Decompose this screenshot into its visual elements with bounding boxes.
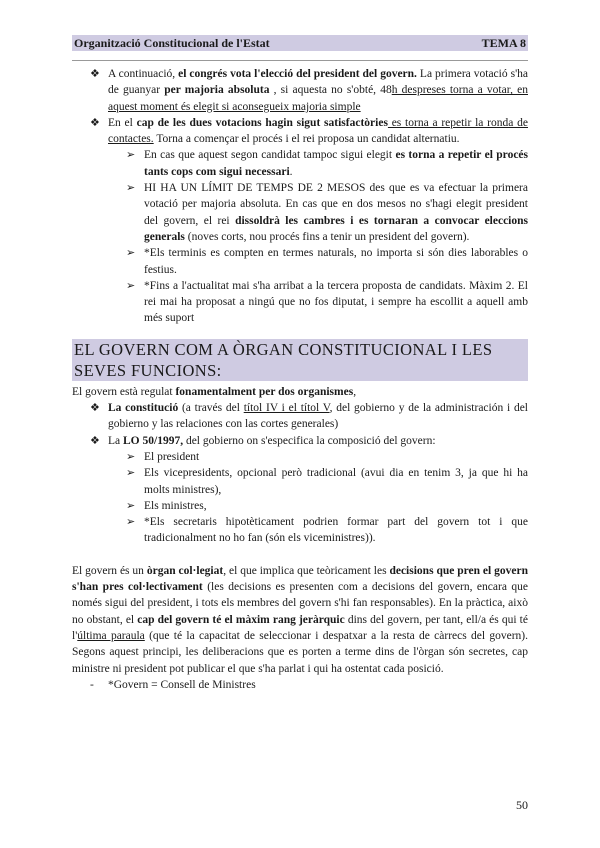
- text-run: dissoldrà les cambres i es tornaran a convocar eleccions generals: [144, 214, 528, 243]
- bullet-marker: ➢: [126, 516, 136, 529]
- text-run: El govern és un: [72, 564, 147, 577]
- sub-bullet-item: [72, 278, 528, 327]
- sub-bullet-item: [72, 514, 528, 547]
- page-content: [72, 66, 528, 693]
- text-run: Els ministres,: [144, 499, 207, 512]
- dash-marker: -: [90, 678, 94, 691]
- bullet-marker: ➢: [126, 247, 136, 260]
- text-run: A continuació,: [108, 68, 179, 80]
- dash-item-text: *Govern = Consell de Ministres: [108, 678, 256, 691]
- text-run: Els vicepresidents, opcional però tradicional (avui dia en tenim 3, ja que hi ha molts ministres),: [144, 467, 528, 496]
- text-run: .: [289, 165, 293, 178]
- bullet-marker: ❖: [90, 434, 100, 447]
- bullet-marker: ❖: [90, 402, 100, 415]
- text-run: (les decisions es presenten com a decisions del govern, encara que només sigui del president, i tots els membres del govern s'hi fan responsables). En la pràctica, això no obstant, el: [72, 581, 528, 626]
- text-run: Torna a començar el procés i el rei proposa un candidat alternatiu.: [153, 133, 460, 146]
- organism-list: [72, 400, 528, 547]
- text-run: *Fins a l'actualitat mai s'ha arribat a la tercera proposta de candidats. Màxim 2. El rei mai ha proposat a ningú que no fos diputat, i sempre ha escollit a aquell amb més suport: [144, 279, 528, 325]
- text-run: cap del govern té el màxim rang jeràrquic: [137, 613, 345, 626]
- text-run: del gobierno on s'especifica la composició del govern:: [183, 434, 436, 447]
- text-run: En cas que aquest segon candidat tampoc sigui elegit: [144, 149, 396, 162]
- bullet-marker: ❖: [90, 68, 100, 80]
- text-run: La primera votació s'ha de guanyar: [108, 68, 528, 97]
- sub-bullet-item: [72, 147, 528, 180]
- text-run: El president: [144, 450, 200, 463]
- sub-bullet-item: [72, 245, 528, 278]
- section-title: EL GOVERN COM A ÒRGAN CONSTITUCIONAL I LES SEVES FUNCIONS:: [72, 339, 528, 381]
- text-run: , el que implica que teòricament les: [223, 564, 390, 577]
- sub-bullet-item: [72, 180, 528, 245]
- bullet-marker: ➢: [126, 467, 136, 480]
- text-run: títol IV i el títol V: [243, 402, 330, 415]
- text-run: , del gobierno y de la administración i del gobierno y las relaciones con las cortes generales): [108, 402, 528, 431]
- text-run: h despreses torna a votar, en aquest moment és elegit si aconsegueix majoria simple: [108, 84, 528, 113]
- bullet-marker: ➢: [126, 279, 136, 292]
- header-topic: TEMA 8: [481, 35, 526, 50]
- bullet-marker: ➢: [126, 182, 136, 195]
- text-run: (que té la capacitat de seleccionar i despatxar a la resta de càrrecs del govern). Segons aquest principi, les deliberacions que es porten a terme dins de l'òrgan són secretes, cap ministre ni president pot publicar el que s'ha parlat i qui ha ostentat cada posició.: [72, 629, 528, 675]
- header-divider: [72, 60, 528, 61]
- bullet-item: [72, 115, 528, 148]
- text-run: per majoria absoluta: [164, 84, 270, 97]
- bullet-marker: ➢: [126, 450, 136, 463]
- text-run: LO 50/1997,: [123, 434, 184, 447]
- intro-paragraph: [72, 384, 528, 400]
- text-run: decisions que pren el govern s'han pres col·lectivament: [72, 564, 528, 594]
- text-run: *Els terminis es compten en termes naturals, no importa si són dies laborables o festius.: [144, 247, 528, 276]
- text-run: HI HA UN LÍMIT DE TEMPS DE 2 MESOS des que es va efectuar la primera votació per majoria absoluta. En cas que en dos mesos no s'hagi elegit president del govern, el rei: [144, 182, 528, 227]
- text-run: òrgan col·legiat: [146, 564, 224, 577]
- sub-bullet-item: [72, 498, 528, 514]
- bullet-item: [72, 433, 528, 449]
- text-run: , si aquesta no s'obté, 48: [269, 84, 392, 97]
- dash-item: [72, 677, 528, 693]
- text-run: última paraula: [77, 629, 145, 642]
- text-run: La constitució: [108, 402, 179, 415]
- text-run: es torna a repetir el procés tants cops com sigui necessari: [144, 149, 529, 178]
- bullet-marker: ➢: [126, 149, 136, 162]
- page-header: [72, 35, 528, 51]
- text-run: es torna a repetir la ronda de contactes.: [108, 116, 528, 146]
- text-run: En el: [108, 116, 137, 129]
- bullet-marker: ➢: [126, 499, 136, 512]
- bullet-item: [72, 400, 528, 433]
- top-bullet-list: [72, 66, 528, 327]
- text-run: cap de les dues votacions hagin sigut satisfactòries: [136, 116, 388, 129]
- text-run: el congrés vota l'elecció del president del govern.: [178, 68, 417, 80]
- bullet-marker: ❖: [90, 116, 100, 129]
- bullet-item: [72, 66, 528, 115]
- sub-bullet-item: [72, 465, 528, 498]
- header-title: Organització Constitucional de l'Estat: [74, 35, 270, 50]
- text-run: El govern està regulat: [72, 385, 176, 398]
- text-run: La: [108, 434, 124, 447]
- text-run: *Els secretaris hipotèticament podrien formar part del govern tot i que tradicionalment no ho fan (són els viceministres)).: [144, 516, 528, 545]
- text-run: dins del govern, per tant, ell/a és qui té l': [72, 613, 528, 642]
- sub-bullet-item: [72, 449, 528, 465]
- text-run: (a través del: [178, 402, 244, 415]
- text-run: (noves corts, nou procés fins a tenir un president del govern).: [184, 230, 470, 243]
- body-paragraph: [72, 563, 528, 677]
- text-run: fonamentalment per dos organismes: [175, 385, 354, 398]
- text-run: ,: [353, 385, 357, 398]
- page-number: 50: [516, 798, 528, 812]
